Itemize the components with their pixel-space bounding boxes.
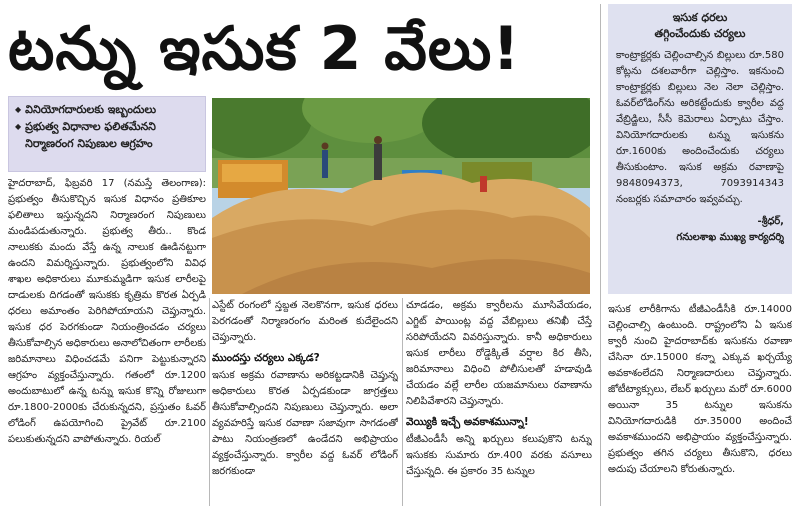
column-2-intro: ఎస్టేట్ రంగంలో స్తబ్దత నెలకొనగా, ఇసుక ధరలు పెరగడంతో నిర్మాణరంగం మరింత కుదేలైందని చెప్తున్నారు. <box>212 300 398 343</box>
sidebar-box <box>608 4 792 294</box>
column-divider <box>402 298 403 506</box>
subhead-text-1: వినియోగదారులకు ఇబ్బందులు <box>25 103 157 116</box>
sidebar-body: కాంట్రాక్టర్లకు చెల్లించాల్సిన బిల్లులు రూ.580 కోట్లను దశలవారీగా చెల్లిస్తాం. ఇకనుంచి కాంట్రాక్టర్లకు బిల్లులు నెల నెలా చెల్లిస్తాం. ఓవర్‌లోడింగ్‌ను అరికట్టేందుకు క్వారీల వద్ద వేబ్రిడ్జిలు, సీసీ కెమెరాలు ఏర్పాటు చేస్తాం. వినియోగదారులకు టన్ను ఇసుకను రూ.1600కు అందించేందుకు చర్యలు తీసుకుంటాం. ఇసుక అక్రమ రవాణాపై 9848094373, 7093914343 నంబర్లకు సమాచారం ఇవ్వవచ్చు. <box>616 50 784 205</box>
sand-pile-illustration <box>212 98 590 294</box>
sand-pile-photo <box>212 98 590 294</box>
subhead-text-2: ప్రభుత్వ విధానాల ఫలితమేనని నిర్మాణరంగ నిపుణుల ఆగ్రహం <box>25 120 156 150</box>
article-column-3 <box>406 298 592 506</box>
column-divider <box>209 298 210 506</box>
sidebar-signature-title: గనులశాఖ ముఖ్య కార్యదర్శి <box>676 232 784 243</box>
column-3-intro: చూడడం, అక్రమ క్వారీలను మూసివేయడం, ఎగ్జిట్ పాయింట్ల వద్ద వేబిల్లులు తనిఖీ చేస్తే సరిపోయేదని వివరిస్తున్నారు. కానీ అధికారులు ఇసుక లారీలు రోడ్డెక్కితే వర్షాల కిర తీసి, జరిమానాలు విధించి పోలీసులతో హడావుడి చేయడం వల్లే లారీల యజమానులు రవాణాను నిలిపివేశారని చెప్తున్నారు. <box>406 300 592 407</box>
headline: టన్ను ఇసుక 2 వేలు! <box>8 14 521 84</box>
bullet-icon: ◆ <box>15 105 22 114</box>
column-divider <box>600 4 601 506</box>
column-2-subheading: ముందస్తు చర్యలు ఎక్కడ? <box>212 352 320 364</box>
subheads-box <box>8 96 206 172</box>
column-3-subheading: వెయ్యికి ఇచ్చే అవకాశమున్నా! <box>406 416 529 428</box>
subhead-item-2 <box>15 118 199 152</box>
subhead-item-1 <box>15 101 199 118</box>
sidebar-title-2: తగ్గించేందుకు చర్యలు <box>654 27 746 40</box>
bullet-icon: ◆ <box>15 122 22 131</box>
sidebar-title-1: ఇసుక ధరలు <box>672 11 728 24</box>
article-column-2 <box>212 298 398 506</box>
column-2-body: ఇసుక అక్రమ రవాణాను అరికట్టడానికి చెప్తున్న అధికారులు కొరత ఏర్పడకుండా జాగ్రత్తలు తీసుకోవాల్సిందని నిపుణులు చెప్తున్నారు. అలా వ్యవహరిస్తే ఇసుక రవాణా సజావుగా సాగడంతో పాటు నియంత్రణలో ఉండేదని అభిప్రాయం వ్యక్తంచేస్తున్నారు. క్వారీల వద్ద ఓవర్ లోడింగ్ జరగకుండా <box>212 370 398 477</box>
sidebar-signature-name: -శ్రీధర్, <box>757 216 784 227</box>
column-3-body: టీజీఎండీసీ అన్ని ఖర్చులు కలుపుకొని టన్ను ఇసుకకు సుమారు రూ.400 వరకు వసూలు చేస్తున్నది. ఈ ప్రకారం 35 టన్నుల <box>406 434 592 477</box>
article-column-1: హైదరాబాద్, ఫిబ్రవరి 17 (నమస్తే తెలంగాణ): ప్రభుత్వం తీసుకొచ్చిన ఇసుక విధానం ప్రతికూల ఫలితాలు ఇస్తున్నదని నిర్మాణరంగ నిపుణులు మండిపడుతున్నారు. ప్రభుత్వ తీరు.. కొండ నాలుకకు మందు వేస్తే ఉన్న నాలుక ఊడినట్టుగా ఉందని విమర్శిస్తున్నారు. ప్రభుత్వంలోని వివిధ శాఖల అధికారులు మూకుమ్మడిగా ఇసుక లారీలపై దాడులకు దిగడంతో ఇసుకకు కృత్రిమ కొరత ఏర్పడి ధరలు అమాంతం పెరిగిపోయాయని చెప్తున్నారు. ఇసుక ధర పెరగకుండా నియంత్రించడం చర్యలు తీసుకోవాల్సిన అధికారులు అనాలోచితంగా లారీలకు జరిమానాలు విధించడమే పనిగా పెట్టుకున్నారని ఆగ్రహం వ్యక్తంచేస్తున్నారు. గతంలో రూ.1200 అందుబాటులో ఉన్న టన్ను ఇసుక కొన్ని రోజులుగా రూ.1800-2000కు చేరుకున్నదని, ప్రస్తుతం ఓవర్ లోడింగ్ ఉపయోగించి ప్రైవేట్ రూ.2100 పలుకుతున్నదని వాపోతున్నారు. రియల్ <box>8 178 206 445</box>
article-column-4: ఇసుక లారీకిగాను టీజీఎండీసీకి రూ.14000 చెల్లించాల్సి ఉంటుంది. రాష్ట్రంలోని ఏ ఇసుక క్వారీ నుంచి హైదరాబాద్‌కు ఇసుకను రవాణా చేసినా రూ.15000 కన్నా ఎక్కువ ఖర్చయ్యే అవకాశంలేదని నిర్మాణదారులు చెప్తున్నారు. జోటీట్యాక్సులు, లేబర్ ఖర్చులు మరో రూ.6000 అయినా 35 టన్నుల ఇసుకను వినియోగదారుడికి రూ.35000 అందించే అవకాశముందని అభిప్రాయం వ్యక్తంచేస్తున్నారు. ప్రభుత్వం తగిన చర్యలు తీసుకొని, ధరలు అదుపు చేయాలని కోరుతున్నారు. <box>608 304 792 475</box>
